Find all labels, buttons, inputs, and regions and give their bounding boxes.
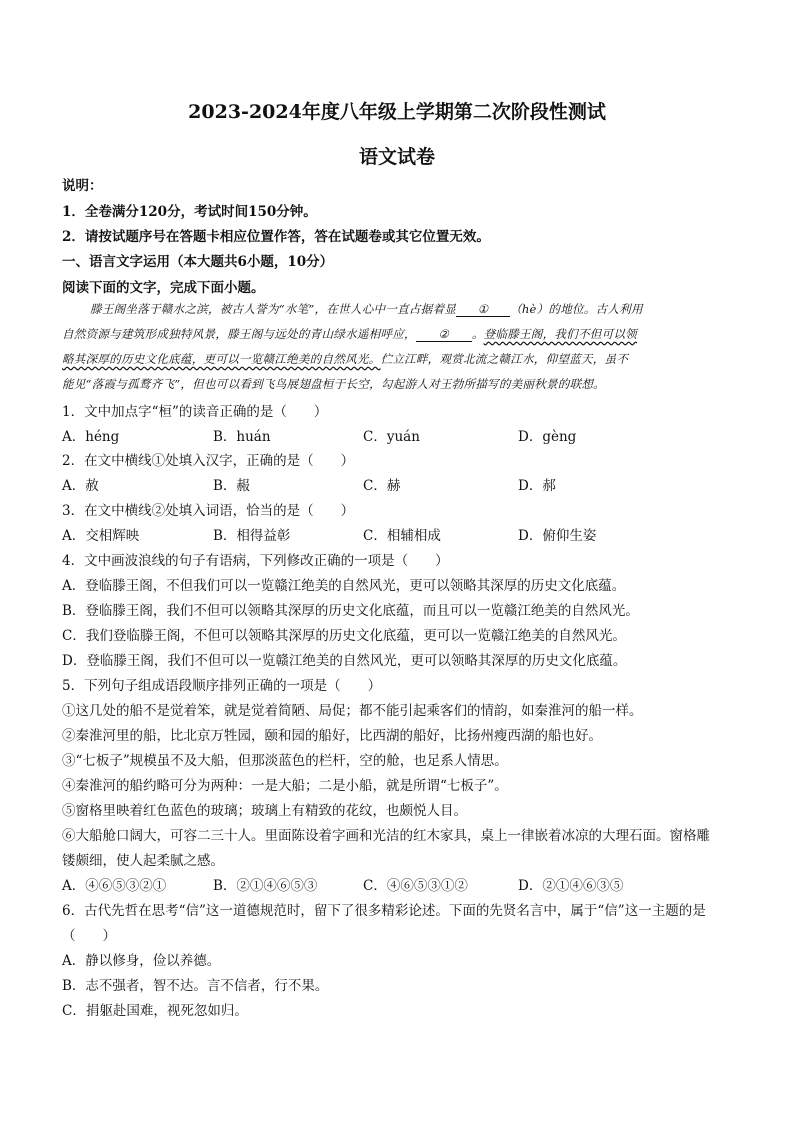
question-5-option-a: A．④⑥⑤③②①	[62, 878, 167, 894]
question-1-option-b: B．huán	[213, 429, 271, 445]
question-1-option-d: D．gèng	[518, 429, 577, 445]
question-6-stem-cont: （ ）	[62, 928, 116, 944]
question-5-stem: 5．下列句子组成语段顺序排列正确的一项是（ ）	[62, 678, 382, 694]
instructions-label: 说明：	[62, 178, 103, 194]
question-6-option-a: A．静以修身，俭以养德。	[62, 953, 221, 969]
question-5-sentence-3: ③“七板子”规模虽不及大船，但那淡蓝色的栏杆，空的舱，也足系人情思。	[62, 753, 508, 769]
passage-line-4: 能见“落霞与孤鹜齐飞”，但也可以看到飞鸟展翅盘桓于长空，勾起游人对王勃所描写的美丽秋景的联想。	[62, 377, 605, 391]
wavy-sentence-part-1: 登临滕王阁，我们不但可以领	[483, 327, 637, 341]
question-1-option-c: C．yuán	[363, 429, 420, 445]
question-2-option-a: A．赦	[62, 478, 99, 494]
question-4-option-c: C．我们登临滕王阁，不但可以领略其深厚的历史文化底蕴，更可以一览赣江绝美的自然风光。	[62, 628, 626, 644]
passage-line-2: 自然资源与建筑形成独特风景，滕王阁与远处的青山绿水遥相呼应， ② 。登临滕王阁，我们不但可以领	[62, 327, 637, 341]
question-3-option-b: B．相得益彰	[213, 528, 291, 544]
instruction-item-2: 2．请按试题序号在答题卡相应位置作答，答在试题卷或其它位置无效。	[62, 229, 490, 245]
question-5-option-b: B．②①④⑥⑤③	[213, 878, 318, 894]
question-5-sentence-1: ①这几处的船不是觉着笨，就是觉着简陋、局促；都不能引起乘客们的情韵，如秦淮河的船一样。	[62, 703, 643, 719]
question-4-option-b: B．登临滕王阁，我们不但可以领略其深厚的历史文化底蕴，而且可以一览赣江绝美的自然风光。	[62, 603, 639, 619]
question-3-option-d: D．俯仰生姿	[518, 528, 597, 544]
blank-2: ②	[416, 327, 472, 342]
question-1-stem: 1．文中加点字“桓”的读音正确的是（ ）	[62, 404, 328, 420]
question-5-sentence-4: ④秦淮河的船约略可分为两种：一是大船；二是小船，就是所谓“七板子”。	[62, 778, 508, 794]
exam-subtitle: 语文试卷	[358, 146, 435, 168]
question-1-option-a: A．héng	[62, 429, 120, 445]
question-6-stem: 6．古代先哲在思考“信”这一道德规范时，留下了很多精彩论述。下面的先贤名言中，属于“信”这一主题的是	[62, 903, 706, 919]
question-6-option-b: B．志不强者，智不达。言不信者，行不果。	[62, 978, 329, 994]
question-4-option-a: A．登临滕王阁，不但我们可以一览赣江绝美的自然风光，更可以领略其深厚的历史文化底蕴。	[62, 578, 626, 594]
question-2-option-d: D．郝	[518, 478, 556, 494]
section-1-intro: 阅读下面的文字，完成下面小题。	[62, 280, 265, 296]
question-5-sentence-5: ⑤窗格里映着红色蓝色的玻璃；玻璃上有精致的花纹，也颇悦人目。	[62, 803, 467, 819]
question-6-option-c: C．捐躯赴国难，视死忽如归。	[62, 1003, 248, 1019]
question-3-stem: 3．在文中横线②处填入词语，恰当的是（ ）	[62, 503, 355, 519]
question-4-option-d: D．登临滕王阁，我们不但可以一览赣江绝美的自然风光，更可以领略其深厚的历史文化底蕴。	[62, 653, 627, 669]
question-2-option-c: C．赫	[363, 478, 401, 494]
question-5-sentence-2: ②秦淮河里的船，比北京万牲园，颐和园的船好，比西湖的船好，比扬州瘦西湖的船也好。	[62, 728, 602, 744]
question-2-stem: 2．在文中横线①处填入汉字，正确的是（ ）	[62, 453, 355, 469]
question-5-sentence-6-cont: 镂颇细，使人起柔腻之感。	[62, 853, 224, 869]
wavy-sentence-part-2: 略其深厚的历史文化底蕴，更可以一览赣江绝美的自然风光。	[62, 352, 381, 366]
question-3-option-c: C．相辅相成	[363, 528, 441, 544]
question-2-option-b: B．赧	[213, 478, 250, 494]
question-4-stem: 4．文中画波浪线的句子有语病，下列修改正确的一项是（ ）	[62, 553, 449, 569]
blank-1: ①	[456, 302, 510, 317]
passage-line-1: 滕王阁坐落于赣水之滨，被古人誉为“水笔”，在世人心中一直占据着显 ① （hè）的地位。古人利用	[90, 302, 643, 316]
instruction-item-1: 1．全卷满分120分，考试时间150分钟。	[62, 204, 317, 220]
section-1-heading: 一、语言文字运用（本大题共6小题，10分）	[62, 254, 334, 270]
question-5-sentence-6: ⑥大船舱口阔大，可容二三十人。里面陈设着字画和光洁的红木家具，桌上一律嵌着冰凉的大理石面。窗格雕	[62, 828, 710, 844]
exam-title: 2023-2024年度八年级上学期第二次阶段性测试	[188, 101, 606, 123]
question-5-option-d: D．②①④⑥③⑤	[518, 878, 624, 894]
question-5-option-c: C．④⑥⑤③①②	[363, 878, 468, 894]
question-3-option-a: A．交相辉映	[62, 528, 140, 544]
passage-line-3: 略其深厚的历史文化底蕴，更可以一览赣江绝美的自然风光。伫立江畔，观赏北流之赣江水，仰望蓝天，虽不	[62, 352, 629, 366]
